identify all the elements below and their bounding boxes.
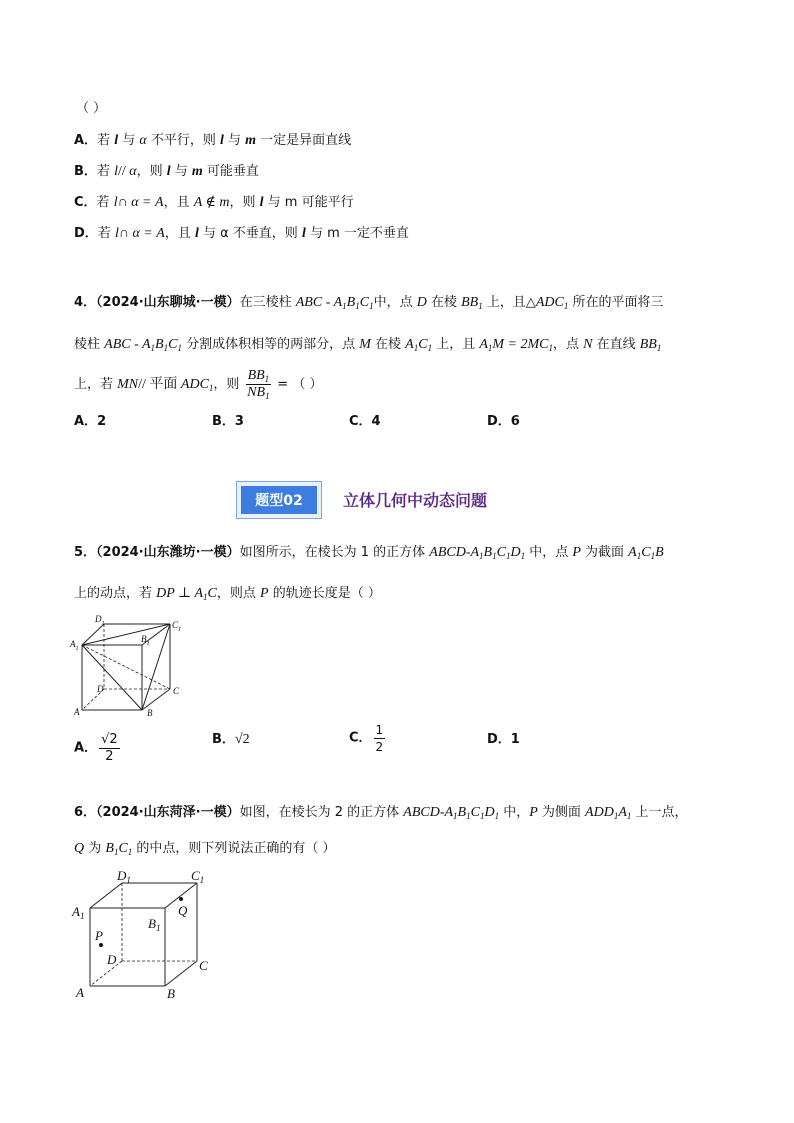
q5-line-1	[74, 544, 664, 562]
edge	[165, 961, 197, 986]
vertex-label: $D_1$	[117, 868, 131, 885]
q5-option-a	[74, 732, 122, 765]
math-condition: DP ⊥ $A_1C$	[156, 586, 217, 602]
option-label: B．	[212, 732, 235, 747]
section-badge	[236, 481, 322, 519]
hidden-edge	[82, 645, 170, 689]
text: ，则	[213, 377, 244, 392]
text: 若	[96, 164, 115, 179]
math: A	[479, 337, 488, 352]
vertex-label: $A_1$	[70, 639, 79, 652]
text: 为截面	[580, 545, 629, 560]
option-label: D．	[487, 732, 511, 747]
option-label: C．	[74, 195, 97, 210]
text: 中，	[499, 805, 530, 820]
var: M	[359, 337, 371, 352]
math-bb1: $BB_1$	[639, 337, 662, 353]
math-prism: ABC - $A_1B_1C_1$	[295, 295, 374, 311]
text: ，且	[164, 226, 195, 241]
text: 棱柱	[74, 337, 105, 352]
vertex-label: A	[76, 985, 84, 1000]
edge	[142, 689, 170, 710]
q6-cube-figure	[70, 868, 220, 1008]
math: BB	[461, 295, 479, 310]
q3-answer-paren: （ ）	[76, 101, 107, 116]
var: l	[166, 164, 171, 179]
vertex-label: Q	[178, 903, 188, 918]
q5-option-d	[487, 731, 520, 749]
section-title: 立体几何中动态问题	[343, 491, 488, 510]
text: 的轨迹长度是（ ）	[268, 586, 381, 601]
math-a1c1: $A_1C_1$	[405, 337, 433, 353]
var: l	[301, 226, 306, 241]
option-label: C．	[349, 730, 372, 746]
q3-option-d	[74, 225, 409, 243]
math: ADD	[585, 805, 614, 820]
var: A ∉ m	[193, 195, 230, 210]
q4-option-a	[74, 413, 106, 431]
math: ABC - A	[104, 337, 151, 352]
text: 上，若	[74, 377, 118, 392]
var: m	[191, 164, 203, 179]
math-prism: ABC - $A_1B_1C_1$	[104, 337, 182, 353]
text: 上，且△	[482, 295, 536, 310]
math: B	[105, 841, 114, 856]
option-value: √2	[234, 732, 250, 747]
math: ADC	[180, 377, 209, 392]
var: Q	[74, 841, 85, 856]
point-q	[179, 897, 183, 901]
vertex-label: B	[167, 986, 175, 1001]
q3-option-b	[74, 163, 259, 181]
text: 一定是异面直线	[256, 133, 352, 148]
var: l	[114, 226, 119, 241]
question-number: 5．	[74, 545, 97, 560]
text: 不平行，则	[146, 133, 220, 148]
text: 分割成体积相等的两部分，点	[181, 337, 360, 352]
text: 为	[84, 841, 106, 856]
text: 如图，在棱长为 2 的正方体	[239, 805, 404, 820]
q5-option-b	[212, 731, 250, 749]
math: BB	[639, 337, 657, 352]
text: // 平面	[138, 377, 181, 392]
numerator: 1	[375, 723, 384, 737]
math: NB	[247, 385, 266, 400]
option-label: B．	[74, 164, 97, 179]
option-value: 1	[510, 732, 520, 747]
var: MN	[117, 377, 139, 392]
math: A	[405, 337, 414, 352]
var: α	[129, 164, 137, 179]
var: l	[114, 133, 119, 148]
option-label: A．	[74, 414, 98, 429]
text: ，则	[229, 195, 260, 210]
fraction-bb1-nb1: $\frac{BB_1}{NB_1}$	[247, 368, 270, 401]
var: α = A	[132, 226, 165, 241]
option-label: A．	[74, 740, 98, 756]
option-label: A．	[74, 133, 98, 148]
option-label: B．	[212, 414, 235, 429]
option-label: C．	[349, 414, 372, 429]
var: N	[583, 337, 593, 352]
text: 与 m 可能平行	[263, 195, 354, 210]
text: 为侧面	[537, 805, 586, 820]
math: ABC - A	[295, 295, 343, 310]
text: 上，且	[432, 337, 480, 352]
option-value: 4	[371, 414, 381, 429]
text: 与	[170, 164, 192, 179]
option-label: D．	[487, 414, 511, 429]
text: 在棱	[426, 295, 462, 310]
question-number: 4．	[74, 295, 97, 310]
var: l	[114, 164, 118, 179]
vertex-label: $B_1$	[141, 634, 150, 647]
vertex-label: $A_1$	[72, 904, 85, 921]
math-b1c1: $B_1C_1$	[105, 841, 133, 857]
vertex-label: $C_1$	[172, 620, 182, 633]
hidden-edge	[90, 961, 122, 986]
math-face: $ADD_1A_1$	[585, 805, 632, 821]
edge	[82, 624, 104, 645]
vertex-label: $D_1$	[95, 614, 105, 627]
q5-cube-figure	[70, 612, 190, 720]
vertex-label: $B_1$	[148, 916, 161, 933]
var: m	[245, 133, 257, 148]
math-cube: ABCD-$A_1B_1C_1D_1$	[403, 805, 500, 821]
text: ∩	[117, 195, 132, 210]
var: l	[259, 195, 264, 210]
math-adc1: $ADC_1$	[535, 295, 569, 311]
vertex-label: A	[74, 707, 80, 717]
text: 与	[223, 133, 246, 148]
question-number: 6．	[74, 805, 97, 820]
question-source: （2024·山东聊城·一模）	[96, 295, 240, 310]
q4-line-2	[74, 336, 661, 354]
vertex-label: C	[199, 958, 208, 973]
fraction-sqrt2-over-2	[99, 732, 120, 765]
q6-line-2	[74, 840, 336, 858]
var: l	[194, 226, 199, 241]
var: P	[260, 586, 269, 601]
q3-option-c	[74, 194, 354, 212]
text: 在三棱柱	[239, 295, 296, 310]
vertex-label: C	[173, 686, 180, 696]
denominator: 2	[375, 740, 384, 754]
q5-option-c	[349, 722, 387, 755]
text: ，且	[163, 195, 194, 210]
text: 如图所示，在棱长为 1 的正方体	[239, 545, 430, 560]
text: ，则	[136, 164, 167, 179]
q4-option-b	[212, 413, 244, 431]
q4-line-1	[74, 294, 663, 312]
var: P	[529, 805, 538, 820]
section-badge-label: 题型02	[241, 486, 317, 514]
q4-option-d	[487, 413, 520, 431]
edge	[90, 883, 122, 908]
text: 上的动点，若	[74, 586, 157, 601]
text: 与 m 一定不垂直	[305, 226, 409, 241]
option-value: 3	[234, 414, 244, 429]
numerator: √2	[101, 732, 118, 747]
denominator: 2	[105, 749, 114, 764]
var: l	[113, 195, 118, 210]
vertex-label: D	[97, 684, 104, 694]
var: P	[572, 545, 581, 560]
text: 若	[97, 226, 115, 241]
vertex-label: B	[147, 708, 153, 718]
math: ABCD-A	[429, 545, 480, 560]
q3-option-a	[74, 132, 351, 150]
text: 所在的平面将三	[568, 295, 664, 310]
text: 若	[97, 133, 115, 148]
q4-line-3	[74, 368, 322, 401]
math-bb1: $BB_1$	[461, 295, 483, 311]
fraction-1-over-2	[374, 722, 386, 755]
text: 在棱	[370, 337, 406, 352]
text: 中，点	[525, 545, 573, 560]
point-p	[99, 943, 103, 947]
math-eq: $A_1M = 2MC_1$	[479, 337, 553, 353]
math: BB	[247, 368, 265, 383]
option-value: 2	[97, 414, 107, 429]
text: 的中点，则下列说法正确的有（ ）	[132, 841, 336, 856]
text: = （ ）	[273, 377, 323, 392]
var: α = A	[131, 195, 164, 210]
text: 可能垂直	[202, 164, 259, 179]
question-source: （2024·山东潍坊·一模）	[96, 545, 240, 560]
option-value: 6	[510, 414, 520, 429]
text: 中，点	[373, 295, 417, 310]
text: 与 α 不垂直，则	[198, 226, 302, 241]
math: DP ⊥ A	[156, 586, 204, 601]
q6-line-1	[74, 804, 688, 822]
option-label: D．	[74, 226, 98, 241]
math: ADC	[535, 295, 564, 310]
var: α	[139, 133, 147, 148]
math: A	[628, 545, 637, 560]
math-cube: ABCD-$A_1B_1C_1D_1$	[429, 545, 526, 561]
q4-option-c	[349, 413, 381, 431]
var: D	[416, 295, 427, 310]
text: ∩	[118, 226, 133, 241]
text: ，则点	[216, 586, 260, 601]
vertex-label: D	[107, 952, 117, 967]
text: 在直线	[592, 337, 640, 352]
vertex-label: $C_1$	[191, 868, 205, 885]
math: ABCD-A	[403, 805, 454, 820]
var: l	[219, 133, 224, 148]
text: 与	[118, 133, 140, 148]
text: 若	[96, 195, 114, 210]
math-section: $A_1C_1B$	[628, 545, 664, 561]
math-adc1: $ADC_1$	[180, 377, 214, 393]
text: 上一点，	[631, 805, 688, 820]
q5-line-2	[74, 585, 381, 603]
question-source: （2024·山东菏泽·一模）	[96, 805, 240, 820]
text: ，点	[553, 337, 584, 352]
text: //	[117, 164, 130, 179]
vertex-label: P	[95, 928, 103, 943]
edge	[82, 645, 142, 710]
